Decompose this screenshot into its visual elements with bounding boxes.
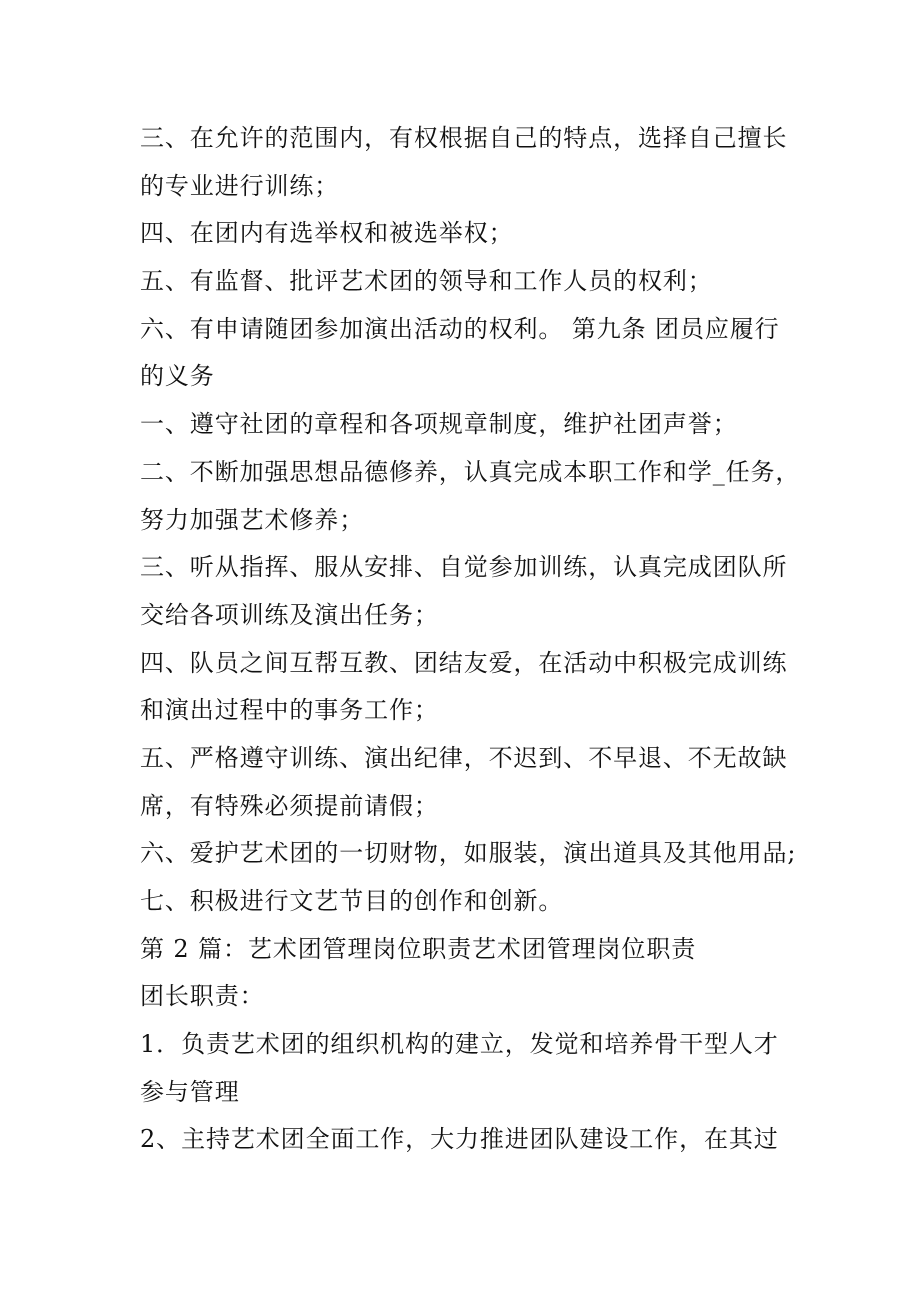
text-line: 席，有特殊必须提前请假；	[140, 791, 439, 820]
text-line: 1．负责艺术团的组织机构的建立，发觉和培养骨干型人才	[140, 1030, 779, 1059]
text-line: 的专业进行训练；	[140, 171, 340, 200]
text-line: 四、在团内有选举权和被选举权；	[140, 219, 514, 248]
text-line: 努力加强艺术修养；	[140, 505, 365, 534]
text-line: 交给各项训练及演出任务；	[140, 600, 439, 629]
text-line: 七、积极进行文艺节目的创作和创新。	[140, 887, 564, 915]
text-line: 五、严格遵守训练、演出纪律，不迟到、不早退、不无故缺	[140, 743, 788, 772]
text-line: 的义务	[140, 362, 215, 391]
text-line: 一、遵守社团的章程和各项规章制度，维护社团声誉；	[140, 410, 738, 439]
text-line: 四、队员之间互帮互教、团结友爱，在活动中积极完成训练	[140, 648, 788, 677]
text-line: 三、听从指挥、服从安排、自觉参加训练，认真完成团队所	[140, 553, 788, 582]
subheading: 团长职责：	[140, 982, 265, 1011]
text-line: 六、爱护艺术团的一切财物，如服装，演出道具及其他用品;	[140, 839, 797, 868]
text-line: 2、主持艺术团全面工作，大力推进团队建设工作，在其过	[140, 1125, 779, 1154]
text-line: 参与管理	[140, 1077, 240, 1106]
text-line: 六、有申请随团参加演出活动的权利。 第九条 团员应履行	[140, 314, 780, 343]
text-line: 三、在允许的范围内，有权根据自己的特点，选择自己擅长	[140, 124, 788, 152]
document-body	[140, 115, 800, 1164]
text-line: 五、有监督、批评艺术团的领导和工作人员的权利；	[140, 267, 713, 296]
text-line: 二、不断加强思想品德修养，认真完成本职工作和学_任务，	[140, 457, 801, 486]
section-heading: 第 2 篇：艺术团管理岗位职责艺术团管理岗位职责	[140, 934, 697, 963]
text-line: 和演出过程中的事务工作；	[140, 696, 439, 725]
